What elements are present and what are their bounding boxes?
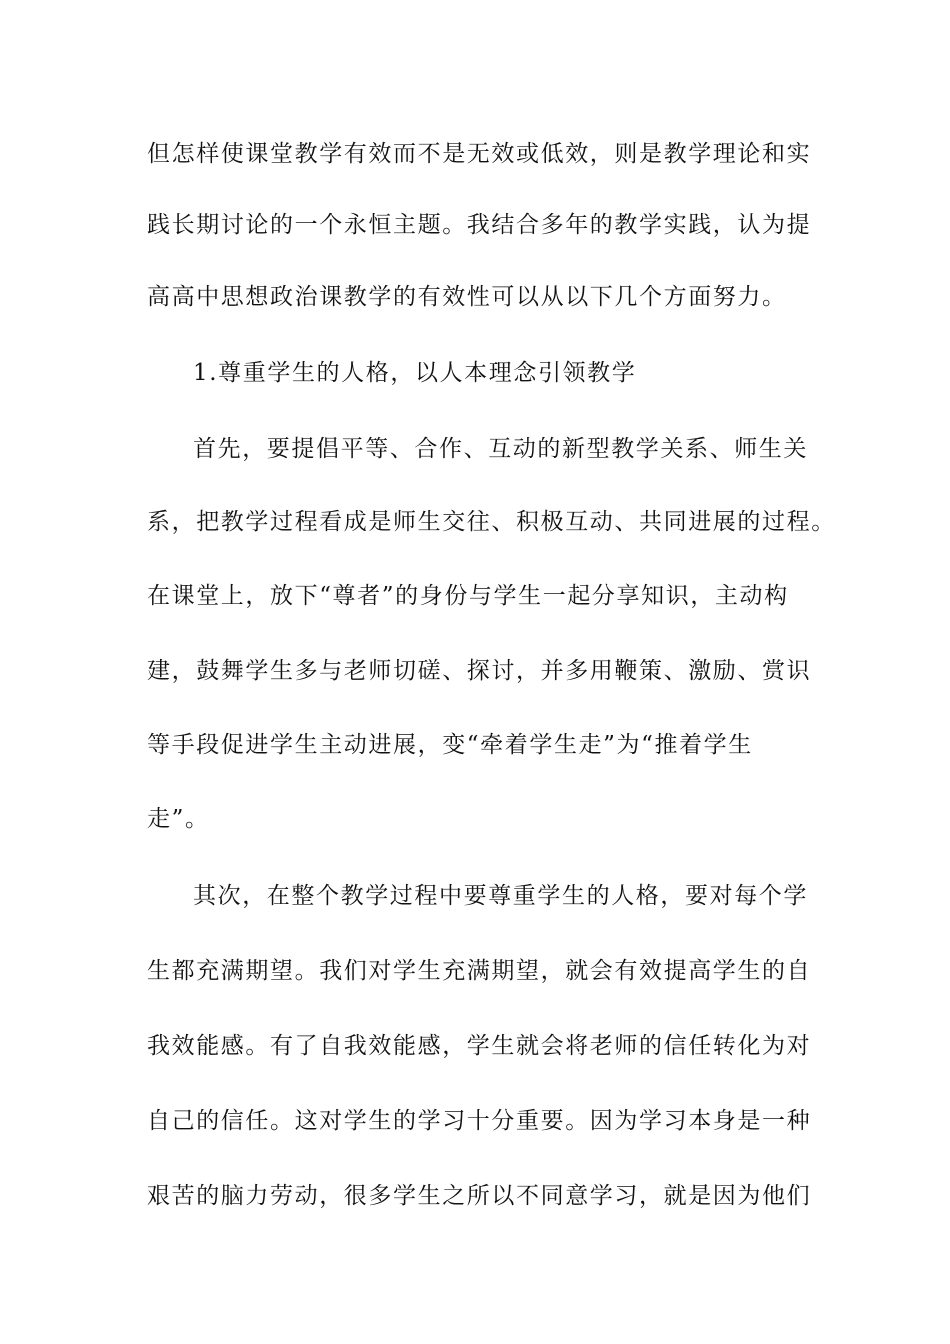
- paragraph-line: 建，鼓舞学生多与老师切磋、探讨，并多用鞭策、激励、赏识: [147, 658, 812, 684]
- paragraph-line: 我效能感。有了自我效能感，学生就会将老师的信任转化为对: [147, 1033, 812, 1059]
- section-heading: 1.尊重学生的人格，以人本理念引领教学: [193, 360, 637, 386]
- paragraph-line: 自己的信任。这对学生的学习十分重要。因为学习本身是一种: [147, 1108, 812, 1134]
- paragraph-line: 高高中思想政治课教学的有效性可以从以下几个方面努力。: [147, 284, 787, 310]
- paragraph-line: 等手段促进学生主动进展，变“牵着学生走”为“推着学生: [147, 732, 753, 758]
- paragraph-line: 但怎样使课堂教学有效而不是无效或低效，则是教学理论和实: [147, 141, 812, 167]
- paragraph-line: 走”。: [147, 806, 210, 832]
- paragraph-line: 其次，在整个教学过程中要尊重学生的人格，要对每个学: [193, 883, 808, 909]
- paragraph-line: 首先，要提倡平等、合作、互动的新型教学关系、师生关: [193, 436, 808, 462]
- paragraph-line: 践长期讨论的一个永恒主题。我结合多年的教学实践，认为提: [147, 212, 812, 238]
- paragraph-line: 在课堂上，放下“尊者”的身份与学生一起分享知识，主动构: [147, 583, 789, 609]
- paragraph-line: 系，把教学过程看成是师生交往、积极互动、共同进展的过程。: [147, 509, 836, 535]
- paragraph-line: 生都充满期望。我们对学生充满期望，就会有效提高学生的自: [147, 958, 812, 984]
- paragraph-line: 艰苦的脑力劳动，很多学生之所以不同意学习，就是因为他们: [147, 1183, 812, 1209]
